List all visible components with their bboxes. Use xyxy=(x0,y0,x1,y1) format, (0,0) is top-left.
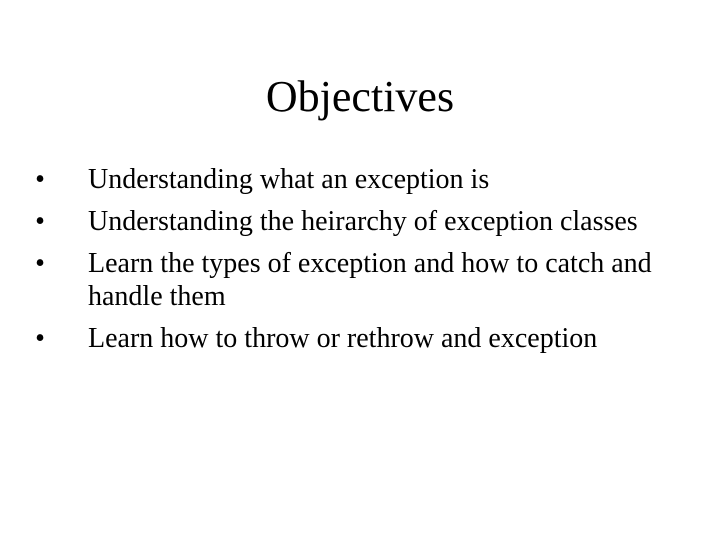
bullet-text: Understanding what an exception is xyxy=(88,164,490,195)
bullet-item xyxy=(30,205,670,238)
bullet-icon: • xyxy=(35,248,45,279)
bullet-item xyxy=(30,322,670,355)
bullet-text: Understanding the heirarchy of exception classes xyxy=(88,206,638,237)
bullet-text: Learn how to throw or rethrow and exception xyxy=(88,323,598,354)
bullet-icon: • xyxy=(35,323,45,354)
bullet-list xyxy=(30,163,670,364)
bullet-icon: • xyxy=(35,206,45,237)
bullet-item xyxy=(30,163,670,196)
bullet-item xyxy=(30,247,670,313)
slide-title: Objectives xyxy=(265,72,455,121)
bullet-icon: • xyxy=(35,164,45,195)
bullet-text: Learn the types of exception and how to catch and handle them xyxy=(88,248,652,312)
